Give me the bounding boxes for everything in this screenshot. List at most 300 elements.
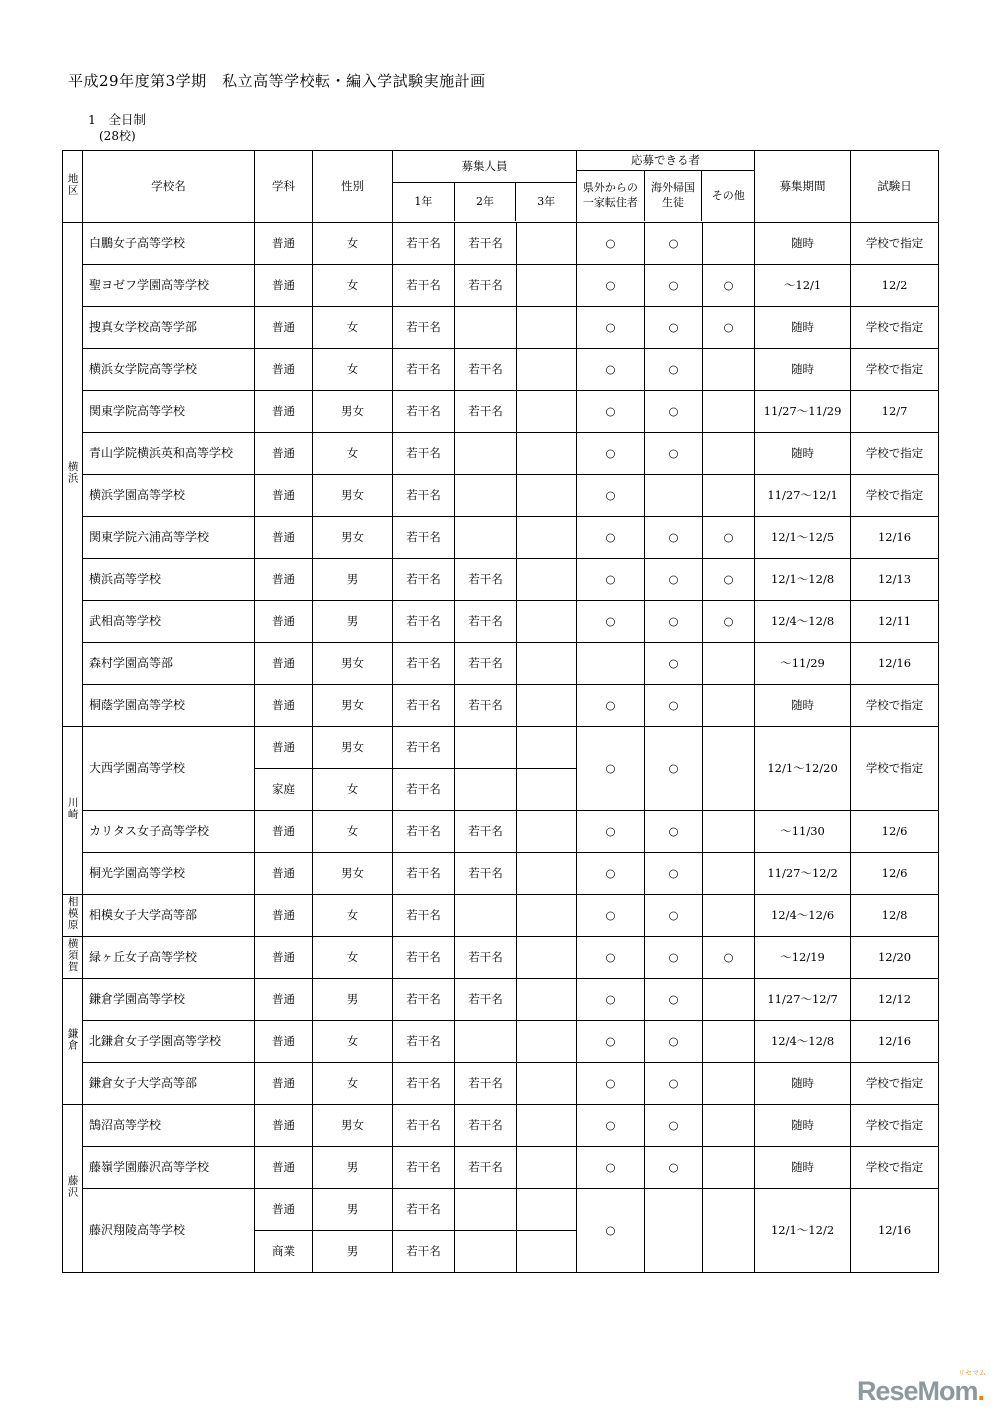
eligible-other-cell <box>703 433 755 475</box>
recruit-year3-cell <box>517 937 577 979</box>
recruit-year3-cell <box>517 349 577 391</box>
recruit-period-cell: 11/27〜12/1 <box>755 475 851 517</box>
recruit-year2-cell <box>455 475 517 517</box>
department-cell: 普通 <box>255 391 313 433</box>
recruit-year1-cell: 若干名 <box>393 559 455 601</box>
header-school: 学校名 <box>83 151 255 223</box>
eligible-other-cell <box>703 811 755 853</box>
eligible-returnee-cell: ○ <box>645 979 703 1021</box>
recruit-year2-cell <box>455 1189 517 1231</box>
recruit-period-cell: 〜12/1 <box>755 265 851 307</box>
table-row <box>63 811 939 853</box>
exam-date-cell: 学校で指定 <box>851 475 939 517</box>
table-row <box>63 265 939 307</box>
eligible-out-cell: ○ <box>577 727 645 811</box>
department-cell: 普通 <box>255 1147 313 1189</box>
header-year2: 2年 <box>455 183 517 221</box>
eligible-out-cell: ○ <box>577 1189 645 1273</box>
eligible-out-cell: ○ <box>577 1063 645 1105</box>
exam-date-cell: 12/16 <box>851 1189 939 1273</box>
recruit-year1-cell: 若干名 <box>393 769 455 811</box>
department-cell: 普通 <box>255 1189 313 1231</box>
eligible-other-cell <box>703 475 755 517</box>
recruit-period-cell: 12/4〜12/8 <box>755 1021 851 1063</box>
recruit-year2-cell <box>455 517 517 559</box>
recruit-period-cell: 随時 <box>755 685 851 727</box>
gender-cell: 男女 <box>313 727 393 769</box>
school-name-cell: 鎌倉学園高等学校 <box>83 979 255 1021</box>
table-row <box>63 433 939 475</box>
eligible-returnee-cell: ○ <box>645 433 703 475</box>
department-cell: 普通 <box>255 811 313 853</box>
eligible-other-cell: ○ <box>703 559 755 601</box>
recruit-period-cell: 〜11/29 <box>755 643 851 685</box>
gender-cell: 男 <box>313 601 393 643</box>
header-eligible-label: 応募できる者 <box>577 151 754 171</box>
header-period: 募集期間 <box>755 151 851 223</box>
eligible-returnee-cell: ○ <box>645 1105 703 1147</box>
eligible-other-cell <box>703 979 755 1021</box>
department-cell: 普通 <box>255 1105 313 1147</box>
recruit-year3-cell <box>517 811 577 853</box>
eligible-out-cell: ○ <box>577 895 645 937</box>
department-cell: 普通 <box>255 727 313 769</box>
eligible-out-cell: ○ <box>577 391 645 433</box>
department-cell: 普通 <box>255 979 313 1021</box>
recruit-period-cell: 11/27〜12/2 <box>755 853 851 895</box>
school-name-cell: 横浜学園高等学校 <box>83 475 255 517</box>
recruit-year2-cell: 若干名 <box>455 559 517 601</box>
gender-cell: 男 <box>313 979 393 1021</box>
recruit-year2-cell: 若干名 <box>455 223 517 265</box>
department-cell: 普通 <box>255 601 313 643</box>
recruit-period-cell: 随時 <box>755 433 851 475</box>
exam-date-cell: 学校で指定 <box>851 685 939 727</box>
table-row <box>63 895 939 937</box>
eligible-out-cell: ○ <box>577 601 645 643</box>
eligible-other-cell <box>703 1189 755 1273</box>
recruit-year1-cell: 若干名 <box>393 685 455 727</box>
school-name-cell: 青山学院横浜英和高等学校 <box>83 433 255 475</box>
school-name-cell: 横浜女学院高等学校 <box>83 349 255 391</box>
recruit-year2-cell: 若干名 <box>455 1105 517 1147</box>
table-row <box>63 307 939 349</box>
recruit-year2-cell <box>455 727 517 769</box>
table-row <box>63 517 939 559</box>
exam-date-cell: 12/16 <box>851 1021 939 1063</box>
recruit-year2-cell <box>455 769 517 811</box>
page-title: 平成29年度第3学期 私立高等学校転・編入学試験実施計画 <box>68 72 486 90</box>
header-district: 地区 <box>63 151 83 223</box>
logo-kana: リセマム <box>958 1370 986 1377</box>
recruit-year3-cell <box>517 1189 577 1231</box>
recruit-year3-cell <box>517 1105 577 1147</box>
recruit-year2-cell: 若干名 <box>455 1147 517 1189</box>
eligible-returnee-cell: ○ <box>645 1147 703 1189</box>
eligible-other-cell: ○ <box>703 265 755 307</box>
table-row <box>63 559 939 601</box>
recruit-year2-cell <box>455 895 517 937</box>
eligible-other-cell <box>703 1147 755 1189</box>
school-name-cell: 横浜高等学校 <box>83 559 255 601</box>
recruit-year3-cell <box>517 475 577 517</box>
recruit-period-cell: 11/27〜12/7 <box>755 979 851 1021</box>
school-name-cell: 森村学園高等部 <box>83 643 255 685</box>
recruit-year1-cell: 若干名 <box>393 349 455 391</box>
school-name-cell: 聖ヨゼフ学園高等学校 <box>83 265 255 307</box>
exam-date-cell: 12/13 <box>851 559 939 601</box>
recruit-year3-cell <box>517 391 577 433</box>
gender-cell: 男女 <box>313 517 393 559</box>
recruit-year3-cell <box>517 517 577 559</box>
exam-date-cell: 12/6 <box>851 853 939 895</box>
eligible-returnee-cell: ○ <box>645 223 703 265</box>
exam-date-cell: 学校で指定 <box>851 307 939 349</box>
eligible-out-cell <box>577 643 645 685</box>
recruit-period-cell: 〜12/19 <box>755 937 851 979</box>
recruit-period-cell: 随時 <box>755 1105 851 1147</box>
eligible-other-cell <box>703 1105 755 1147</box>
school-name-cell: 関東学院高等学校 <box>83 391 255 433</box>
table-row <box>63 685 939 727</box>
exam-date-cell: 12/16 <box>851 517 939 559</box>
exam-date-cell: 学校で指定 <box>851 433 939 475</box>
school-name-cell: 鵠沼高等学校 <box>83 1105 255 1147</box>
recruit-period-cell: 12/1〜12/8 <box>755 559 851 601</box>
gender-cell: 女 <box>313 1063 393 1105</box>
department-cell: 普通 <box>255 643 313 685</box>
gender-cell: 女 <box>313 307 393 349</box>
header-exam-date: 試験日 <box>851 151 939 223</box>
recruit-year2-cell: 若干名 <box>455 643 517 685</box>
eligible-other-cell <box>703 895 755 937</box>
district-cell <box>63 937 83 979</box>
eligible-out-cell: ○ <box>577 307 645 349</box>
eligible-returnee-cell: ○ <box>645 517 703 559</box>
recruit-year1-cell: 若干名 <box>393 1231 455 1273</box>
school-name-cell: 桐蔭学園高等学校 <box>83 685 255 727</box>
gender-cell: 女 <box>313 769 393 811</box>
recruit-year1-cell: 若干名 <box>393 517 455 559</box>
eligible-out-cell: ○ <box>577 853 645 895</box>
eligible-returnee-cell <box>645 475 703 517</box>
table-row <box>63 979 939 1021</box>
recruit-year3-cell <box>517 433 577 475</box>
recruit-year2-cell: 若干名 <box>455 853 517 895</box>
school-name-cell: 桐光学園高等学校 <box>83 853 255 895</box>
recruit-year3-cell <box>517 685 577 727</box>
recruit-year2-cell: 若干名 <box>455 265 517 307</box>
department-cell: 普通 <box>255 559 313 601</box>
department-cell: 普通 <box>255 1021 313 1063</box>
department-cell: 普通 <box>255 475 313 517</box>
district-cell <box>63 895 83 937</box>
gender-cell: 男女 <box>313 1105 393 1147</box>
recruit-period-cell: 12/4〜12/6 <box>755 895 851 937</box>
recruit-year1-cell: 若干名 <box>393 307 455 349</box>
section-count: (28校) <box>99 129 136 143</box>
gender-cell: 男 <box>313 1231 393 1273</box>
table-row <box>63 1105 939 1147</box>
recruit-period-cell: 随時 <box>755 1063 851 1105</box>
header-recruit-group <box>393 151 577 223</box>
eligible-other-cell <box>703 349 755 391</box>
header-year1: 1年 <box>393 183 455 221</box>
recruit-year2-cell: 若干名 <box>455 685 517 727</box>
eligible-out-cell: ○ <box>577 937 645 979</box>
gender-cell: 女 <box>313 1021 393 1063</box>
recruit-year3-cell <box>517 1147 577 1189</box>
exam-date-cell: 12/7 <box>851 391 939 433</box>
eligible-returnee-cell: ○ <box>645 349 703 391</box>
exam-date-cell: 12/16 <box>851 643 939 685</box>
eligible-other-cell: ○ <box>703 517 755 559</box>
recruit-year1-cell: 若干名 <box>393 979 455 1021</box>
eligible-out-cell: ○ <box>577 979 645 1021</box>
eligible-other-cell: ○ <box>703 307 755 349</box>
table-row <box>63 727 939 769</box>
table-row <box>63 1147 939 1189</box>
recruit-year2-cell <box>455 433 517 475</box>
recruit-year1-cell: 若干名 <box>393 643 455 685</box>
eligible-returnee-cell: ○ <box>645 643 703 685</box>
eligible-returnee-cell: ○ <box>645 895 703 937</box>
exam-date-cell: 学校で指定 <box>851 727 939 811</box>
recruit-year3-cell <box>517 1063 577 1105</box>
district-cell <box>63 223 83 727</box>
school-name-cell: 捜真女学校高等学部 <box>83 307 255 349</box>
recruit-year1-cell: 若干名 <box>393 475 455 517</box>
eligible-returnee-cell: ○ <box>645 559 703 601</box>
eligible-returnee-cell: ○ <box>645 265 703 307</box>
recruit-year3-cell <box>517 601 577 643</box>
eligible-out-cell: ○ <box>577 349 645 391</box>
recruit-year1-cell: 若干名 <box>393 601 455 643</box>
department-cell: 普通 <box>255 895 313 937</box>
gender-cell: 女 <box>313 349 393 391</box>
logo-dot-icon: . <box>977 1376 984 1406</box>
table-row <box>63 853 939 895</box>
eligible-out-cell: ○ <box>577 1021 645 1063</box>
header-recruit-label: 募集人員 <box>393 151 576 183</box>
eligible-out-cell: ○ <box>577 517 645 559</box>
recruit-year2-cell <box>455 1231 517 1273</box>
district-cell <box>63 1105 83 1273</box>
recruit-year1-cell: 若干名 <box>393 895 455 937</box>
gender-cell: 女 <box>313 223 393 265</box>
school-name-cell: カリタス女子高等学校 <box>83 811 255 853</box>
eligible-returnee-cell: ○ <box>645 937 703 979</box>
recruit-year1-cell: 若干名 <box>393 811 455 853</box>
recruit-year2-cell: 若干名 <box>455 391 517 433</box>
recruit-period-cell: 12/1〜12/5 <box>755 517 851 559</box>
gender-cell: 女 <box>313 811 393 853</box>
recruit-year1-cell: 若干名 <box>393 727 455 769</box>
eligible-other-cell: ○ <box>703 937 755 979</box>
school-name-cell: 相模女子大学高等部 <box>83 895 255 937</box>
header-eligible-group <box>577 151 755 223</box>
eligible-returnee-cell: ○ <box>645 727 703 811</box>
recruit-period-cell: 12/1〜12/2 <box>755 1189 851 1273</box>
district-label: 鎌倉 <box>66 1027 79 1051</box>
gender-cell: 男女 <box>313 685 393 727</box>
recruit-year3-cell <box>517 265 577 307</box>
eligible-other-cell <box>703 643 755 685</box>
recruit-year3-cell <box>517 223 577 265</box>
eligible-returnee-cell: ○ <box>645 685 703 727</box>
recruit-period-cell: 随時 <box>755 223 851 265</box>
eligible-returnee-cell: ○ <box>645 601 703 643</box>
recruit-year2-cell: 若干名 <box>455 979 517 1021</box>
table-row <box>63 643 939 685</box>
exam-date-cell: 学校で指定 <box>851 1147 939 1189</box>
department-cell: 普通 <box>255 517 313 559</box>
recruit-year2-cell: 若干名 <box>455 1063 517 1105</box>
recruit-year3-cell <box>517 559 577 601</box>
exam-date-cell: 学校で指定 <box>851 1105 939 1147</box>
recruit-year1-cell: 若干名 <box>393 937 455 979</box>
department-cell: 普通 <box>255 307 313 349</box>
recruit-year1-cell: 若干名 <box>393 433 455 475</box>
gender-cell: 女 <box>313 937 393 979</box>
eligible-returnee-cell: ○ <box>645 853 703 895</box>
recruit-year1-cell: 若干名 <box>393 1105 455 1147</box>
section-number: 1 全日制 <box>88 112 146 127</box>
exam-date-cell: 12/12 <box>851 979 939 1021</box>
department-cell: 普通 <box>255 853 313 895</box>
exam-date-cell: 学校で指定 <box>851 1063 939 1105</box>
eligible-out-cell: ○ <box>577 265 645 307</box>
department-cell: 家庭 <box>255 769 313 811</box>
eligible-other-cell <box>703 1021 755 1063</box>
recruit-year2-cell: 若干名 <box>455 811 517 853</box>
school-name-cell: 武相高等学校 <box>83 601 255 643</box>
recruit-year3-cell <box>517 1231 577 1273</box>
gender-cell: 男女 <box>313 853 393 895</box>
department-cell: 普通 <box>255 433 313 475</box>
recruit-year2-cell: 若干名 <box>455 349 517 391</box>
recruit-period-cell: 随時 <box>755 349 851 391</box>
eligible-out-cell: ○ <box>577 1147 645 1189</box>
gender-cell: 女 <box>313 265 393 307</box>
eligible-out-cell: ○ <box>577 1105 645 1147</box>
table-row <box>63 1021 939 1063</box>
district-label: 相模原 <box>66 895 79 931</box>
department-cell: 普通 <box>255 1063 313 1105</box>
header-gender: 性別 <box>313 151 393 223</box>
recruit-period-cell: 〜11/30 <box>755 811 851 853</box>
header-eligible-returnee: 海外帰国生徒 <box>645 171 703 221</box>
district-label: 藤沢 <box>66 1174 79 1198</box>
table-row <box>63 1063 939 1105</box>
gender-cell: 男 <box>313 559 393 601</box>
recruit-year3-cell <box>517 853 577 895</box>
recruit-year2-cell <box>455 307 517 349</box>
table-body <box>63 223 939 1273</box>
recruit-year3-cell <box>517 895 577 937</box>
schedule-table-wrap <box>62 150 939 1273</box>
recruit-year2-cell: 若干名 <box>455 601 517 643</box>
gender-cell: 男女 <box>313 475 393 517</box>
eligible-returnee-cell: ○ <box>645 1063 703 1105</box>
logo-text: ReseMom <box>856 1376 978 1406</box>
recruit-year1-cell: 若干名 <box>393 265 455 307</box>
schedule-table <box>62 150 939 1273</box>
recruit-year3-cell <box>517 1021 577 1063</box>
school-name-cell: 大西学園高等学校 <box>83 727 255 811</box>
recruit-year3-cell <box>517 979 577 1021</box>
department-cell: 商業 <box>255 1231 313 1273</box>
recruit-period-cell: 12/4〜12/8 <box>755 601 851 643</box>
eligible-returnee-cell: ○ <box>645 811 703 853</box>
exam-date-cell: 12/11 <box>851 601 939 643</box>
table-row <box>63 223 939 265</box>
eligible-out-cell: ○ <box>577 685 645 727</box>
recruit-year1-cell: 若干名 <box>393 391 455 433</box>
gender-cell: 女 <box>313 433 393 475</box>
eligible-other-cell <box>703 727 755 811</box>
eligible-other-cell: ○ <box>703 601 755 643</box>
table-row <box>63 349 939 391</box>
school-name-cell: 鎌倉女子大学高等部 <box>83 1063 255 1105</box>
department-cell: 普通 <box>255 937 313 979</box>
eligible-out-cell: ○ <box>577 811 645 853</box>
exam-date-cell: 12/20 <box>851 937 939 979</box>
recruit-year1-cell: 若干名 <box>393 1063 455 1105</box>
exam-date-cell: 12/6 <box>851 811 939 853</box>
recruit-year3-cell <box>517 643 577 685</box>
resemom-logo <box>856 1370 986 1407</box>
eligible-returnee-cell: ○ <box>645 391 703 433</box>
eligible-other-cell <box>703 1063 755 1105</box>
recruit-period-cell: 随時 <box>755 307 851 349</box>
eligible-other-cell <box>703 223 755 265</box>
school-name-cell: 藤沢翔陵高等学校 <box>83 1189 255 1273</box>
school-name-cell: 北鎌倉女子学園高等学校 <box>83 1021 255 1063</box>
header-eligible-out: 県外からの一家転住者 <box>577 171 645 221</box>
header-department: 学科 <box>255 151 313 223</box>
eligible-out-cell: ○ <box>577 559 645 601</box>
gender-cell: 男女 <box>313 643 393 685</box>
eligible-out-cell: ○ <box>577 433 645 475</box>
header-eligible-other: その他 <box>711 188 745 202</box>
exam-date-cell: 12/8 <box>851 895 939 937</box>
eligible-other-cell <box>703 685 755 727</box>
district-cell <box>63 727 83 895</box>
eligible-out-cell: ○ <box>577 475 645 517</box>
gender-cell: 女 <box>313 895 393 937</box>
recruit-period-cell: 11/27〜11/29 <box>755 391 851 433</box>
eligible-other-cell <box>703 853 755 895</box>
gender-cell: 男 <box>313 1189 393 1231</box>
district-label: 川崎 <box>66 796 79 820</box>
table-row <box>63 391 939 433</box>
eligible-returnee-cell: ○ <box>645 307 703 349</box>
school-name-cell: 関東学院六浦高等学校 <box>83 517 255 559</box>
gender-cell: 男 <box>313 1147 393 1189</box>
table-row <box>63 475 939 517</box>
school-name-cell: 緑ヶ丘女子高等学校 <box>83 937 255 979</box>
recruit-year2-cell <box>455 1021 517 1063</box>
table-row <box>63 601 939 643</box>
recruit-year1-cell: 若干名 <box>393 1189 455 1231</box>
recruit-period-cell: 12/1〜12/20 <box>755 727 851 811</box>
recruit-year3-cell <box>517 769 577 811</box>
exam-date-cell: 学校で指定 <box>851 349 939 391</box>
recruit-year1-cell: 若干名 <box>393 1147 455 1189</box>
exam-date-cell: 学校で指定 <box>851 223 939 265</box>
district-label: 横浜 <box>66 460 79 484</box>
